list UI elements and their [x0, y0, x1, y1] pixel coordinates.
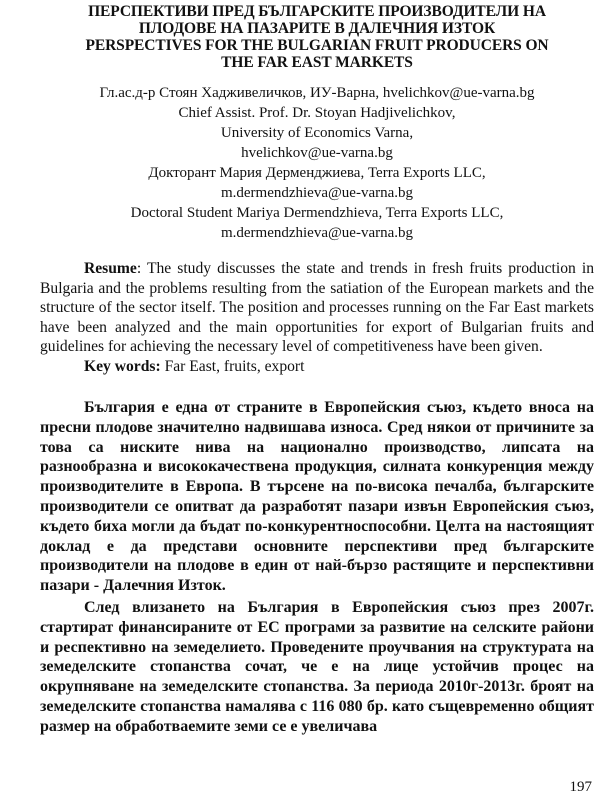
- author-block: [40, 83, 594, 243]
- keywords-text: Far East, fruits, export: [160, 357, 305, 375]
- title-bg-line-1: ПЕРСПЕКТИВИ ПРЕД БЪЛГАРСКИТЕ ПРОИЗВОДИТЕЛИ НА: [88, 3, 546, 20]
- body-paragraph-1: България е една от страните в Европейския съюз, където вноса на пресни плодове значително надвишава износа. Сред някои от причините за това са ниските нива на национално производство, липсата на разнообразна и висококачествена продукция, силната конкуренция между производителите в Европа. В търсене на по-висока печалба, българските производители се опитват да разработят пазари извън Европейския съюз, където биха могли да бъдат по-конкурентноспособни. Целта на настоящият доклад е да представи основните перспективи пред българските производители на плодове в един от най-бързо растящите и перспективни пазари - Далечния Изток.: [40, 399, 594, 595]
- keywords-paragraph: [40, 357, 594, 377]
- body-text: [40, 398, 594, 737]
- abstract-section: [40, 259, 594, 376]
- author-line: Гл.ас.д-р Стоян Хадживеличков, ИУ-Варна, hvelichkov@ue-varna.bg: [99, 85, 535, 101]
- title-bg-line-2: ПЛОДОВЕ НА ПАЗАРИТЕ В ДАЛЕЧНИЯ ИЗТОК: [138, 20, 496, 37]
- abstract-paragraph: [40, 259, 594, 357]
- abstract-label: Resume: [84, 260, 137, 277]
- author-line: University of Economics Varna,: [220, 125, 414, 141]
- author-line: Докторант Мария Дерменджиева, Terra Exports LLC,: [148, 165, 486, 181]
- author-line: Chief Assist. Prof. Dr. Stoyan Hadjivelichkov,: [178, 105, 456, 121]
- page-number: 197: [569, 779, 592, 795]
- keywords-label: Key words:: [84, 357, 161, 375]
- author-line: hvelichkov@ue-varna.bg: [241, 145, 393, 161]
- body-paragraph-2: След влизането на България в Европейския съюз през 2007г. стартират финансираните от ЕС програми за развитие на селските райони и респективно на земеделието. Проведените проучвания на структурата на земеделските стопанства сочат, че е на лице устойчив процес на окрупняване на земеделските стопанства. За периода 2010г-2013г. броят на земеделските стопанства намалява с 116 080 бр. като същевременно общият размер на обработваемите земи се е увеличава: [40, 598, 594, 735]
- title-en-line-1: PERSPECTIVES FOR THE BULGARIAN FRUIT PRODUCERS ON: [85, 37, 549, 54]
- author-line: m.dermendzhieva@ue-varna.bg: [220, 225, 414, 241]
- author-line: Doctoral Student Mariya Dermendzhieva, Terra Exports LLC,: [130, 205, 504, 221]
- author-line: m.dermendzhieva@ue-varna.bg: [220, 185, 414, 201]
- abstract-text: : The study discusses the state and trends in fresh fruits production in Bulgaria and the problems resulting from the satiation of the European markets and the structure of the sector itself. The position and processes running on the Far East markets have been analyzed and the main opportunities for export of Bulgarian fruits and guidelines for achieving the necessary level of competitiveness have been given.: [40, 260, 594, 355]
- title-en-line-2: THE FAR EAST MARKETS: [221, 54, 413, 71]
- paper-title: [40, 0, 594, 71]
